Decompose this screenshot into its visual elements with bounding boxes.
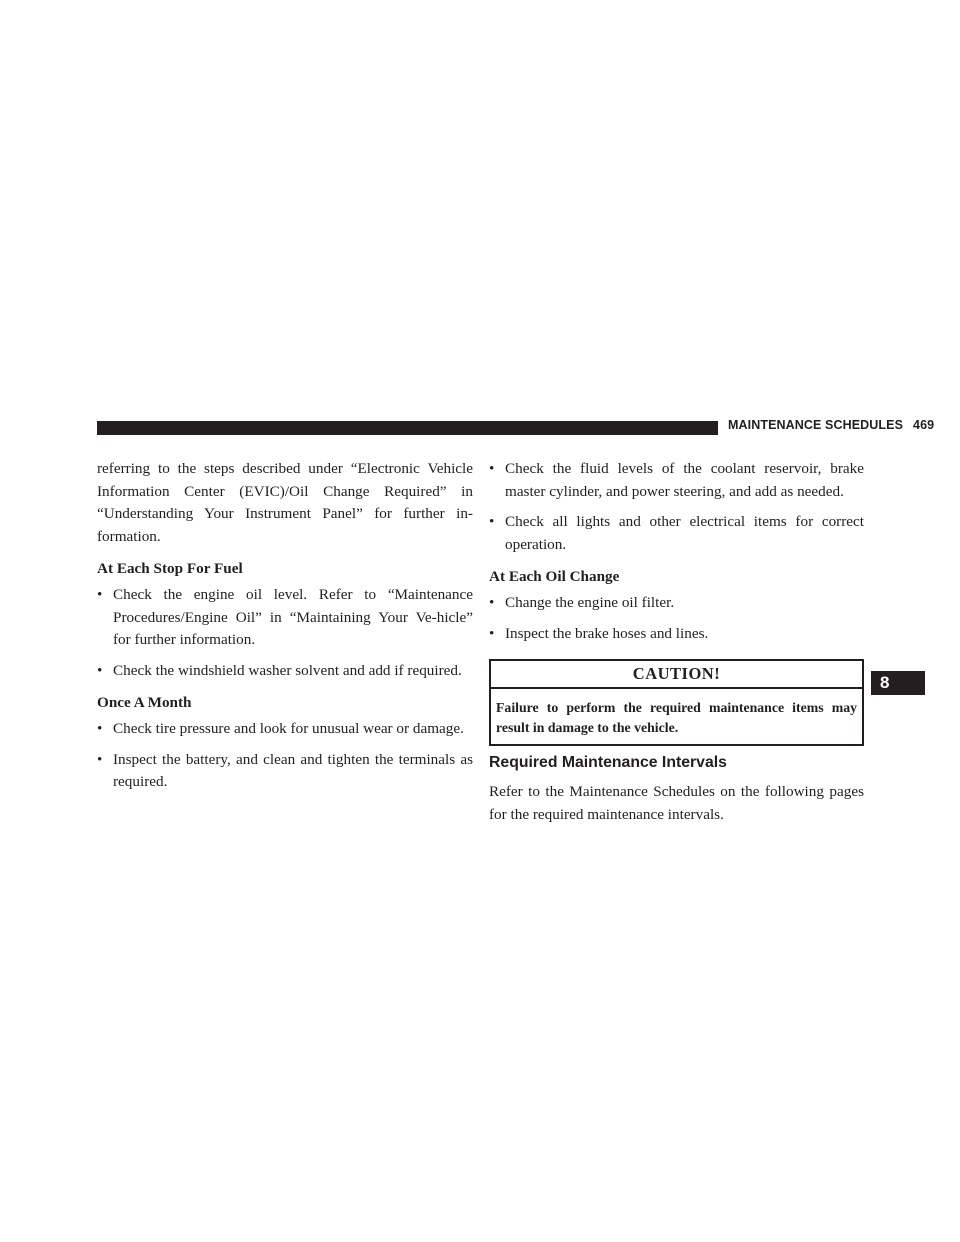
monthly-list-continued: [489, 458, 864, 556]
left-column: [97, 458, 473, 802]
list-item: • Check the windshield washer solvent and add if required.: [97, 660, 473, 683]
bullet-icon: •: [489, 460, 495, 477]
heading-each-oil-change: At Each Oil Change: [489, 568, 620, 585]
header-rule: [97, 421, 718, 435]
oil-change-list: [489, 592, 864, 645]
fuel-stop-list: [97, 584, 473, 682]
list-item: • Check the engine oil level. Refer to “Maintenance Procedures/Engine Oil” in “Maintaining Your Ve-hicle” for further information.: [97, 586, 473, 648]
bullet-icon: •: [97, 720, 103, 737]
right-column: [489, 458, 864, 826]
running-header: [728, 418, 934, 432]
bullet-icon: •: [97, 661, 103, 679]
list-item: • Inspect the brake hoses and lines.: [489, 623, 864, 646]
heading-once-a-month: Once A Month: [97, 694, 192, 711]
bullet-icon: •: [489, 624, 495, 642]
bullet-icon: •: [489, 513, 495, 530]
chapter-tab: 8: [871, 671, 925, 695]
list-item: • Check the fluid levels of the coolant reservoir, brake master cylinder, and power steering, and add as needed.: [489, 460, 864, 500]
header-title: MAINTENANCE SCHEDULES: [728, 418, 904, 432]
list-item: • Change the engine oil filter.: [489, 592, 864, 615]
caution-box: [489, 659, 864, 746]
intro-paragraph: referring to the steps described under “Electronic Vehicle Information Center (EVIC)/Oil Change Required” in “Understanding Your Instrument Panel” for further in-formation.: [97, 460, 473, 545]
page-number: 469: [913, 418, 935, 432]
monthly-list: [97, 718, 473, 794]
bullet-icon: •: [97, 586, 103, 603]
caution-text: Failure to perform the required maintenance items may result in damage to the vehicle.: [496, 700, 857, 735]
list-item: • Inspect the battery, and clean and tighten the terminals as required.: [97, 750, 473, 790]
intervals-paragraph: Refer to the Maintenance Schedules on the following pages for the required maintenance intervals.: [489, 783, 864, 823]
heading-each-stop-for-fuel: At Each Stop For Fuel: [97, 560, 243, 577]
heading-required-maintenance-intervals: Required Maintenance Intervals: [489, 754, 727, 771]
list-item: • Check all lights and other electrical items for correct operation.: [489, 513, 864, 553]
bullet-icon: •: [489, 594, 495, 611]
list-item: • Check tire pressure and look for unusual wear or damage.: [97, 718, 473, 741]
caution-title: CAUTION!: [491, 661, 862, 689]
bullet-icon: •: [97, 750, 103, 768]
